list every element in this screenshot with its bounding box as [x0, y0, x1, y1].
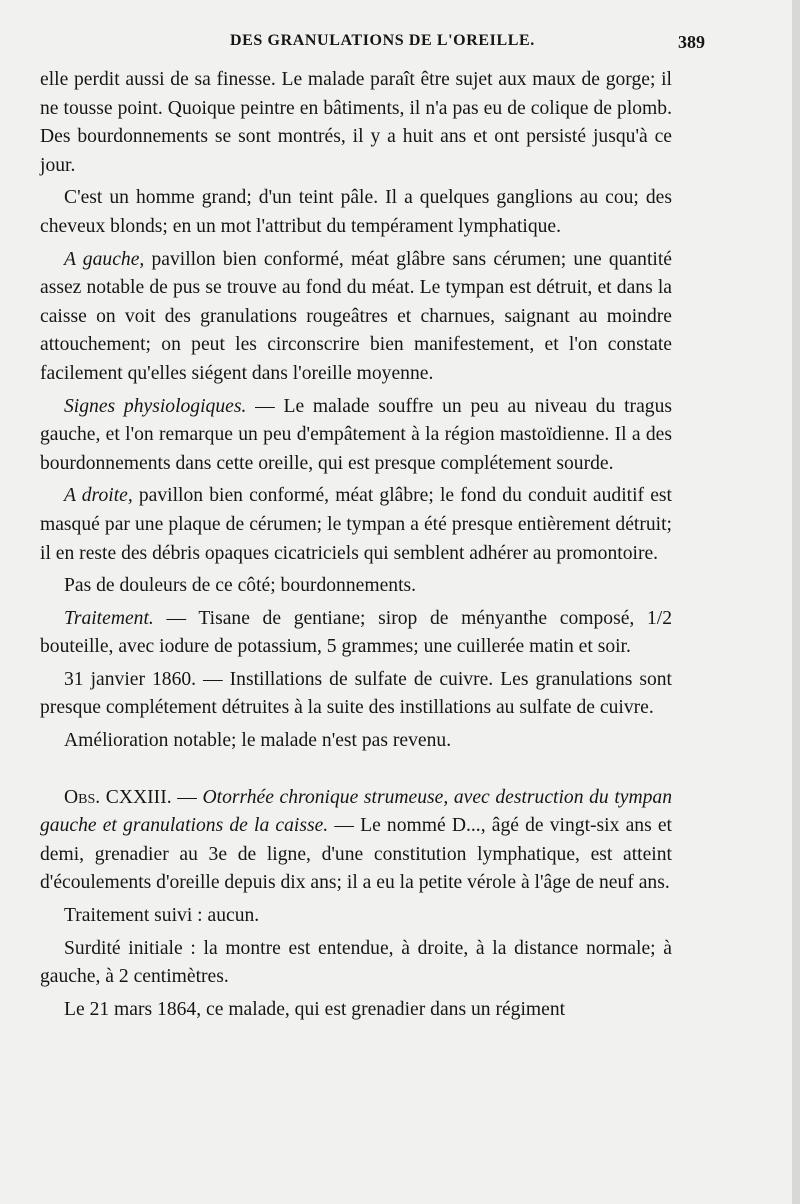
- paragraph-lead: Signes physiologiques.: [64, 395, 247, 417]
- paragraph: [40, 393, 672, 479]
- paragraph: Amélioration notable; le malade n'est pas revenu.: [64, 730, 452, 752]
- paragraph-text: — Tisane de gentiane; sirop de ményanthe composé, 1/2 bouteille, avec iodure de potassium, 5 grammes; une cuillerée matin et soir.: [40, 607, 672, 658]
- paragraph-text: pavillon bien conformé, méat glâbre; le fond du conduit auditif est masqué par une plaque de cérumen; le tympan a été presque entièrement détruit; il en reste des débris opaques cicatriciels qui semblent adhérer au promontoire.: [40, 485, 672, 564]
- observation-heading-paragraph: [40, 784, 672, 898]
- paragraph: Pas de douleurs de ce côté; bourdonnements.: [64, 575, 417, 597]
- running-header: [40, 0, 705, 66]
- paragraph: Traitement suivi : aucun.: [64, 905, 260, 927]
- paragraph-lead: A droite,: [64, 485, 133, 507]
- page-number: 389: [678, 32, 705, 52]
- paragraph: Surdité initiale : la montre est entendue, à droite, à la distance normale; à gauche, à 2 centimètres.: [40, 937, 672, 988]
- paragraph-lead: Traitement.: [64, 607, 154, 629]
- page-edge: [792, 0, 800, 1204]
- paragraph-text: — Le nommé D..., âgé de vingt-six ans et demi, grenadier au 3e de ligne, d'une constitution lymphatique, est atteint d'écoulements d'oreille depuis dix ans; il a eu la petite vérole à l'âge de neuf ans.: [40, 815, 672, 894]
- observation-title: Otorrhée chronique strumeuse, avec destruction du tympan gauche et granulations de la caisse.: [40, 786, 673, 837]
- body-text: [40, 66, 672, 1024]
- paragraph-text: — Le malade souffre un peu au niveau du tragus gauche, et l'on remarque un peu d'empâtement à la région mastoïdienne. Il a des bourdonnements dans cette oreille, qui est presque complétement sourde.: [40, 395, 672, 474]
- paragraph: C'est un homme grand; d'un teint pâle. Il a quelques ganglions au cou; des cheveux blonds; en un mot l'attribut du tempérament lymphatique.: [40, 187, 672, 237]
- paragraph: elle perdit aussi de sa finesse. Le malade paraît être sujet aux maux de gorge; il ne tousse point. Quoique peintre en bâtiments, il n'a pas eu de colique de plomb. Des bourdonnements se sont montrés, il y a huit ans et ont persisté jusqu'à ce jour.: [40, 69, 672, 176]
- dash: —: [171, 786, 203, 808]
- paragraph-lead: A gauche,: [64, 248, 145, 270]
- paragraph: Le 21 mars 1864, ce malade, qui est grenadier dans un régiment: [64, 998, 566, 1020]
- observation-number: Obs. CXXIII.: [64, 786, 172, 808]
- paragraph: [40, 246, 672, 389]
- paragraph: [40, 605, 672, 662]
- paragraph-text: pavillon bien conformé, méat glâbre sans cérumen; une quantité assez notable de pus se trouve au fond du méat. Le tympan est détruit, et dans la caisse on voit des granulations rougeâtres et charnues, saignant au moindre attouchement; on peut les circonscrire bien manifestement, et l'on constate facilement qu'elles siégent dans l'oreille moyenne.: [40, 248, 672, 384]
- running-title: DES GRANULATIONS DE L'OREILLE.: [230, 32, 535, 49]
- paragraph: [40, 482, 672, 568]
- paragraph: 31 janvier 1860. — Instillations de sulfate de cuivre. Les granulations sont presque complétement détruites à la suite des instillations au sulfate de cuivre.: [40, 668, 672, 719]
